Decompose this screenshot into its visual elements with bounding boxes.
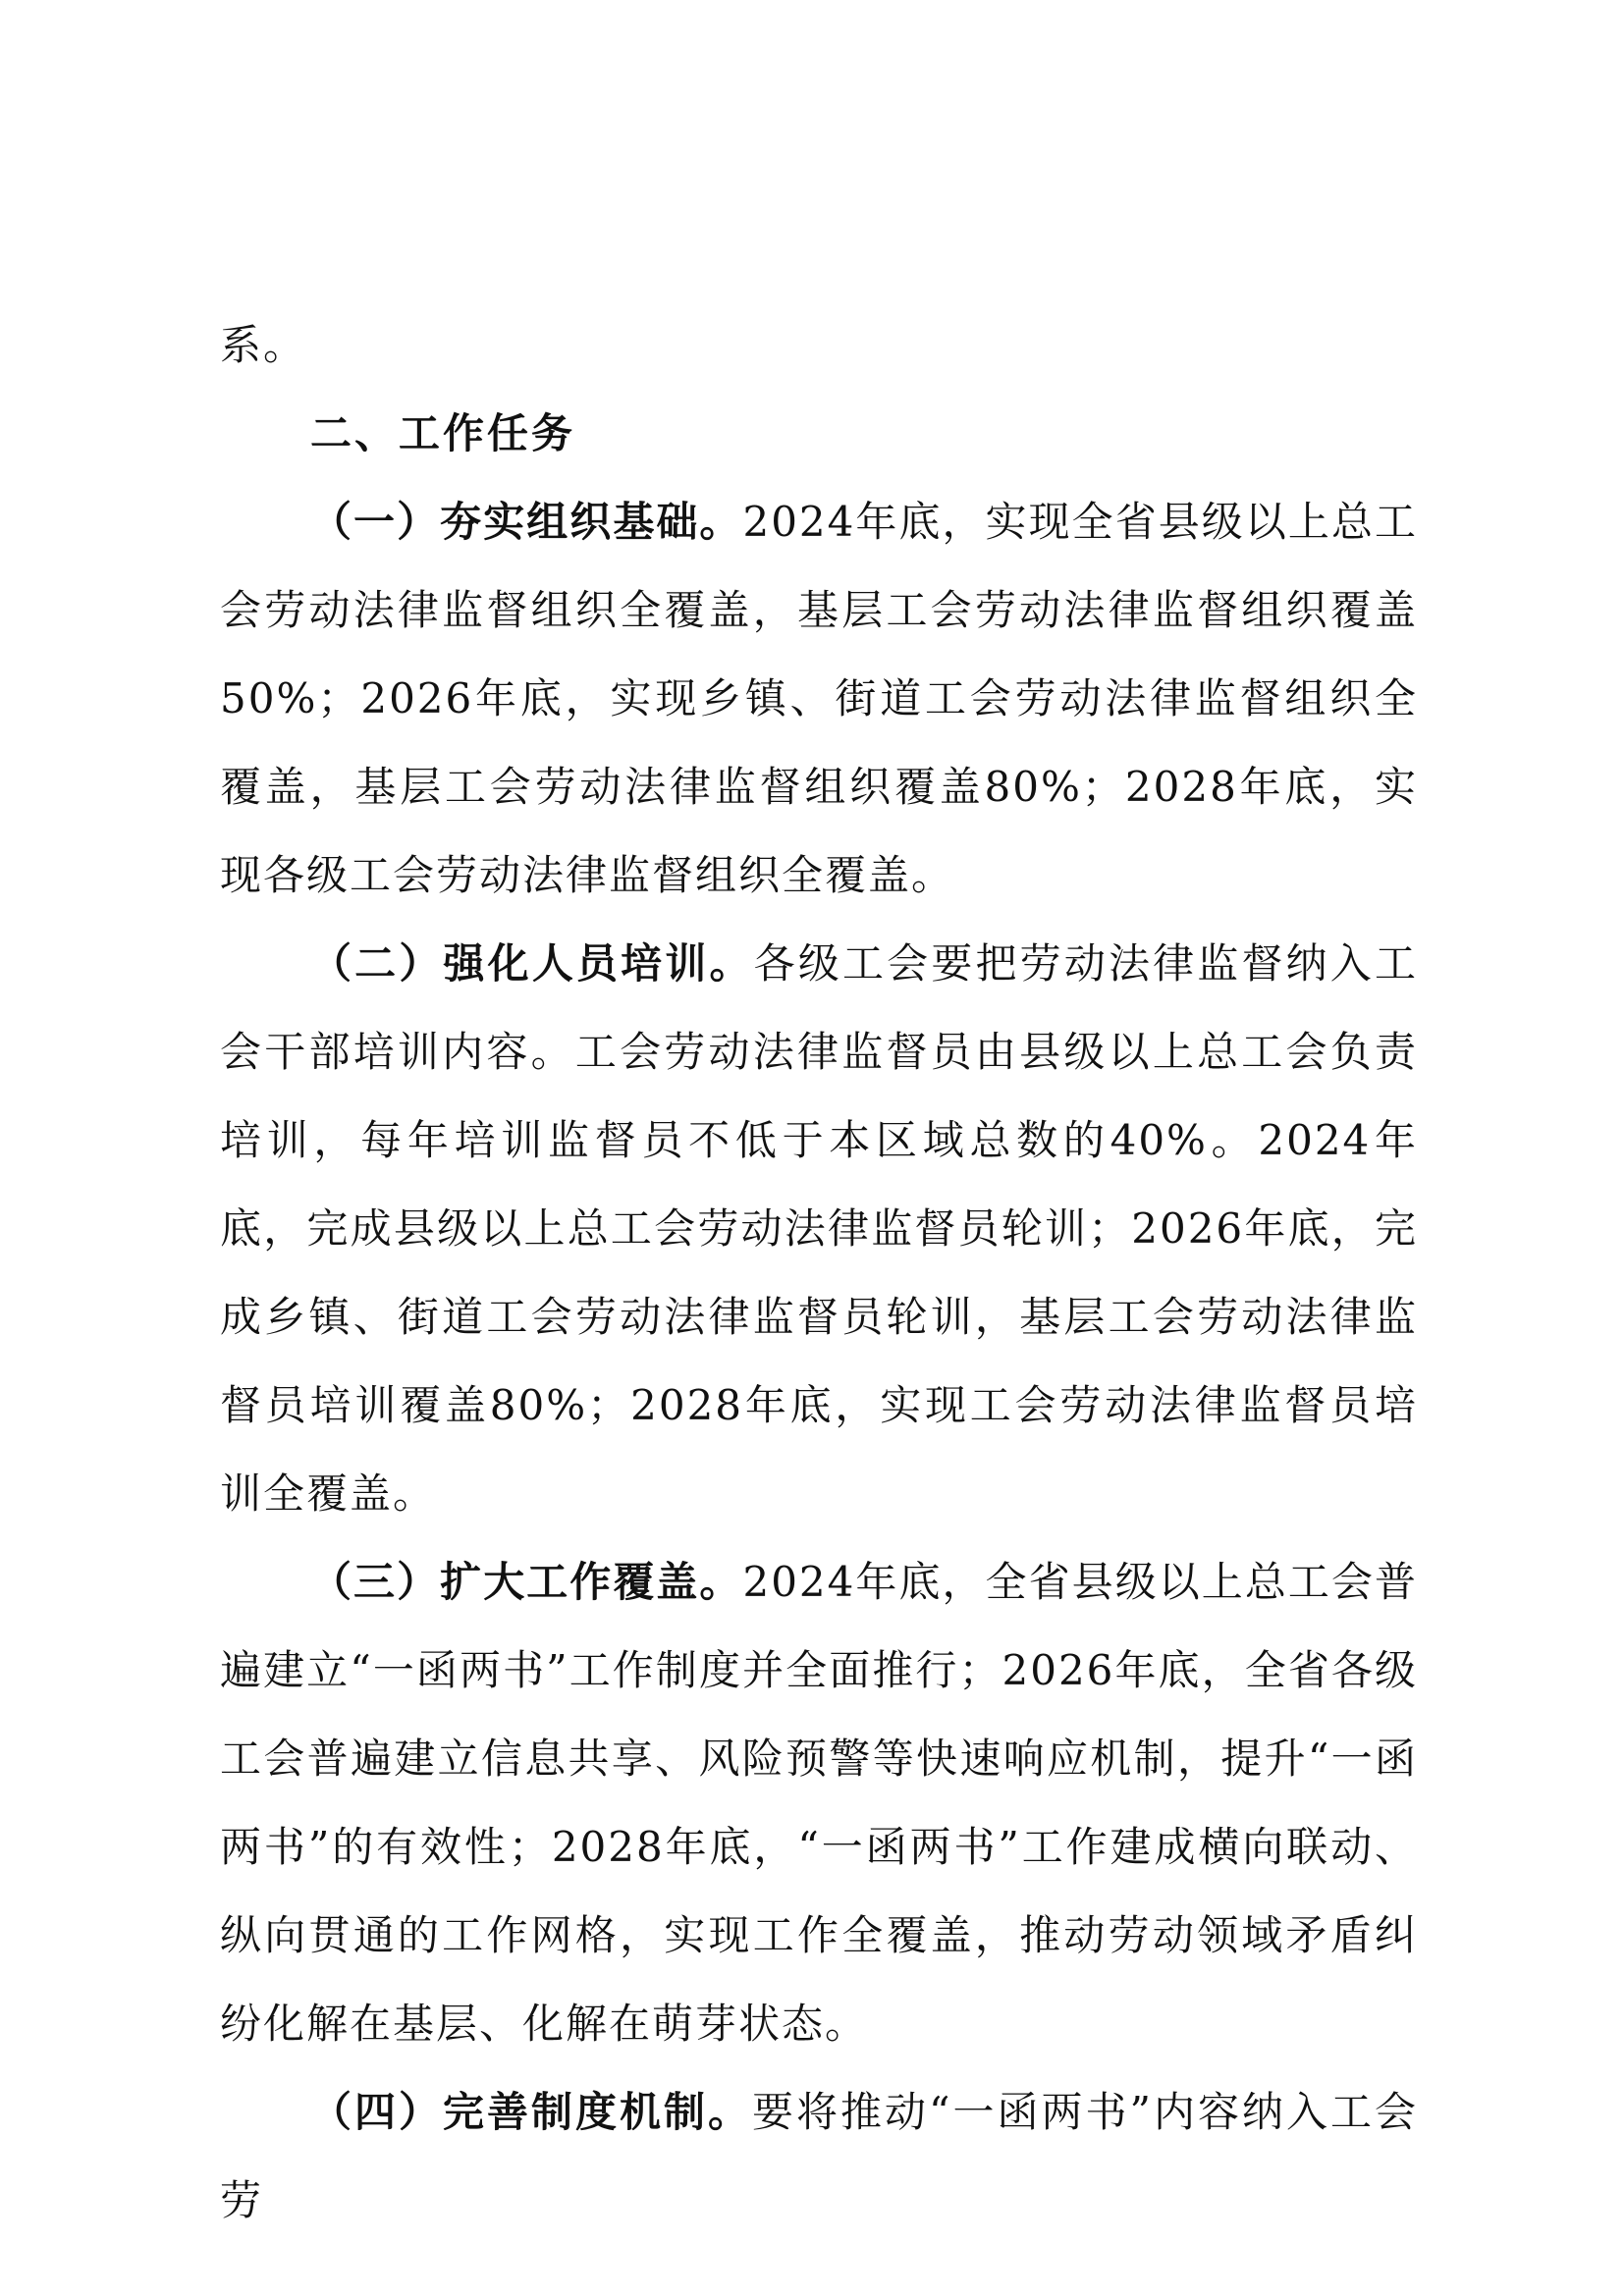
task-item-body: 2024年底，全省县级以上总工会普遍建立“一函两书”工作制度并全面推行；2026年底，全省各级工会普遍建立信息共享、风险预警等快速响应机制，提升“一函两书”的有效性；2028年底，“一函两书”工作建成横向联动、纵向贯通的工作网格，实现工作全覆盖，推动劳动领域矛盾纠纷化解在基层、化解在萌芽状态。 (220, 1558, 1418, 2048)
task-item-4 (220, 2068, 1418, 2245)
task-item-body: 要将推动“一函两书”内容纳入工会劳 (220, 2088, 1418, 2224)
section-heading: 二、工作任务 (310, 409, 576, 457)
task-item-body: 2024年底，实现全省县级以上总工会劳动法律监督组织全覆盖，基层工会劳动法律监督组织覆盖50%；2026年底，实现乡镇、街道工会劳动法律监督组织全覆盖，基层工会劳动法律监督组织覆盖80%；2028年底，实现各级工会劳动法律监督组织全覆盖。 (220, 498, 1418, 899)
document-body (220, 301, 1418, 2245)
task-item-lead: （四）完善制度机制。 (310, 2088, 753, 2136)
task-item-lead: （三）扩大工作覆盖。 (310, 1558, 743, 1606)
task-item-2 (220, 920, 1418, 1538)
task-item-3 (220, 1538, 1418, 2068)
continuation-paragraph: 系。 (220, 321, 307, 369)
task-item-1 (220, 478, 1418, 920)
task-item-lead: （一）夯实组织基础。 (310, 498, 743, 546)
task-item-body: 各级工会要把劳动法律监督纳入工会干部培训内容。工会劳动法律监督员由县级以上总工会负责培训，每年培训监督员不低于本区域总数的40%。2024年底，完成县级以上总工会劳动法律监督员轮训；2026年底，完成乡镇、街道工会劳动法律监督员轮训，基层工会劳动法律监督员培训覆盖80%；2028年底，实现工会劳动法律监督员培训全覆盖。 (220, 939, 1418, 1518)
task-item-lead: （二）强化人员培训。 (310, 939, 754, 988)
